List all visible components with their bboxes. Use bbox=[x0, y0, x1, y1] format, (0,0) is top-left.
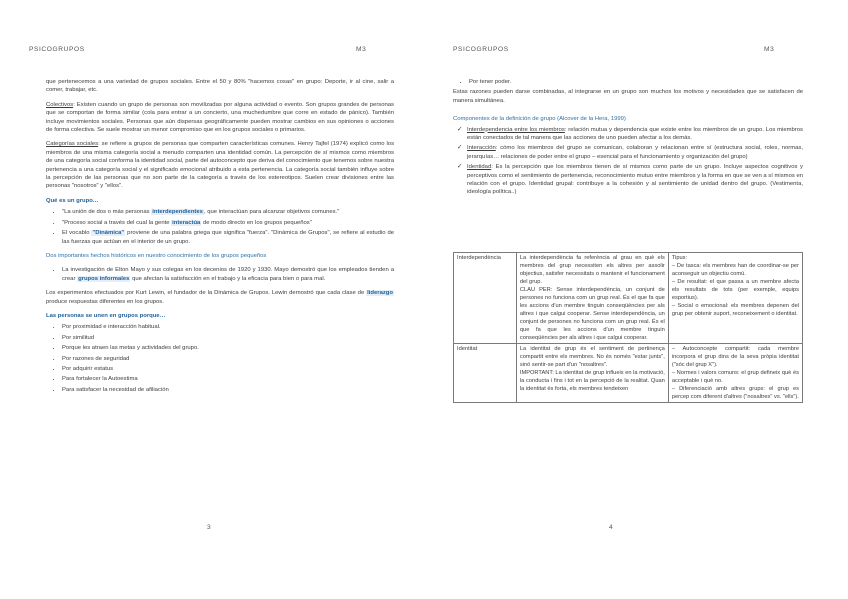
page-3-content bbox=[46, 78, 394, 400]
hechos-heading: Dos importantes hechos históricos en nuestro conocimiento de los grupos pequeños bbox=[46, 252, 267, 259]
list-item: • Por proximidad e interacción habitual. bbox=[62, 323, 394, 331]
colectivos-term: Colectivos bbox=[46, 101, 74, 108]
table-row bbox=[454, 344, 803, 403]
intro-paragraph: que pertenecemos a una variedad de grupos sociales. Entre el 50 y 80% "hacemos cosas" en grupo: Deporte, ir al cine, salir a comer, trabajar, etc. bbox=[46, 79, 394, 94]
components-table bbox=[453, 252, 803, 403]
list-item: • Para fortalecer la Autoestima bbox=[62, 375, 394, 383]
hechos-list bbox=[46, 266, 394, 283]
highlight-term: grupos informales bbox=[78, 275, 130, 282]
list-item: ✓ Identidad: Es la percepción que los miembros tienen de sí mismos como parte de un grupo. Incluye aspectos cognitivos y perceptivos como el sentimiento de pertenencia, reconocimiento mutuo entre miembros y la forma en que se ven a sí mismos en relación con el grupo. Identidad grupal: contribuye a la cohesión y al sentimiento de unidad dentro del grupo. (Vestimenta, ideología política..) bbox=[457, 163, 803, 196]
highlight-term: liderazgo bbox=[367, 290, 393, 297]
page-number: 3 bbox=[207, 524, 211, 531]
check-icon: ✓ bbox=[457, 163, 463, 171]
page-4-content bbox=[453, 78, 803, 200]
header-title: PSICOGRUPOS bbox=[29, 46, 85, 53]
lewin-paragraph: Los experimentos efectuados por Kurt Lewin, el fundador de la Dinámica de Grupos. Lewin demostró que cada clase de liderazgo produce respuestas diferentes en los grupos. bbox=[46, 290, 393, 305]
table-cell-label: Identitat bbox=[454, 344, 517, 403]
list-item: ✓ Interacción: cómo los miembros del grupo se comunican, colaboran y relacionan entre sí (estructura social, roles, normas, jerarquías… relaciones de poder entre el grupo – esencial para el funcionamiento y organización del grupo) bbox=[457, 144, 803, 160]
page-number: 4 bbox=[609, 524, 613, 531]
list-item: • Por razones de seguridad bbox=[62, 355, 394, 363]
categorias-term: Categorías sociales bbox=[46, 141, 99, 148]
table-cell-features: – Autoconcepte compartit: cada membre incorpora el grup dins de la seva pròpia identitat ("sóc del grup X"). – Normes i valors comuns: el grup defineix què és acceptable i què no. – Diferenciació amb altres grups: el grup es percep com diferent d'altres ("nosaltres" vs. "ells"). bbox=[668, 344, 802, 403]
list-item: • La investigación de Elton Mayo y sus colegas en los decenios de 1920 y 1930. Mayo demostró que los empleados tienden a crear grupos informales que afectan la satisfacción en el trabajo y la eficacia para bien o para mal. bbox=[62, 266, 394, 283]
list-item: • Por similitud bbox=[62, 334, 394, 342]
list-item: ✓ Interdependencia entre los miembros: relación mutua y dependencia que existe entre los miembros de un grupo. Los miembros están conectados de tal manera que las acciones de uno pueden afectar a los demás. bbox=[457, 125, 803, 142]
categorias-text: : se refiere a grupos de personas que comparten características comunes. Henry Tajfel (1974) explicó como los miembros de una misma categoría social a menudo comparten una identidad común. La percepción de sí mismos como miembros de una categoría social conforma la identidad social, parte del autoconcepto que deriva del conocimiento que tenemos sobre nuestra pertenencia a una categoría social y el significado emocional atribuido a esta pertenencia. La categoría social también influye sobre la percepción de las personas que no son parte de la categoría a través de los estereotipos. Suelen crear divisiones entre las personas "nosotros" y "ellos". bbox=[46, 141, 395, 190]
list-item: • El vocablo "Dinámica" proviene de una palabra griega que significa "fuerza". "Dinámica de Grupos", se refiere al estudio de las fuerzas que actúan en el interior de un grupo. bbox=[62, 229, 394, 246]
poder-list bbox=[453, 78, 803, 86]
check-icon: ✓ bbox=[457, 125, 463, 133]
header-title: PSICOGRUPOS bbox=[453, 46, 509, 53]
list-item: • "Proceso social a través del cual la gente interactúa de modo directo en los grupos pequeños" bbox=[62, 219, 394, 227]
categorias-paragraph bbox=[46, 140, 394, 190]
table-cell-definition: La interdependència fa referència al grau en què els membres del grup necessiten els altres per assolir objectius, satisfer necessitats o mantenir el funcionament del grup. CLAU PER: Sense interdependència, un conjunt de persones no funciona com un grup real. És el que fa que les accions d'un membre tinguin conseqüències per als altres i que calgui cooperar. Sense interdependència, un conjunt de persones no funciona com un grup real. És el que fa que les accions d'un membre tinguin conseqüències per als altres i que calgui cooperar. bbox=[516, 253, 668, 344]
razones-list bbox=[46, 323, 394, 394]
componentes-list bbox=[453, 126, 803, 197]
highlight-term: interdependientes bbox=[152, 209, 203, 216]
que-es-heading: Qué es un grupo… bbox=[46, 197, 99, 204]
componentes-heading: Componentes de la definición de grupo (Alcover de la Hera, 1999) bbox=[453, 116, 626, 123]
definitions-list bbox=[46, 208, 394, 246]
list-item: • Por adquirir estatus bbox=[62, 365, 394, 373]
list-item: • "La unión de dos o más personas interdependientes, que interactúan para alcanzar objetivos comunes." bbox=[62, 208, 394, 216]
list-item: • Porque les atraen las metas y actividades del grupo. bbox=[62, 344, 394, 352]
page-4 bbox=[424, 0, 848, 599]
check-icon: ✓ bbox=[457, 144, 463, 152]
highlight-term: interactúa bbox=[172, 219, 201, 226]
colectivos-paragraph bbox=[46, 101, 394, 135]
header-code: M3 bbox=[764, 46, 775, 53]
table-cell-label: Interdependència bbox=[454, 253, 517, 344]
table-cell-definition: La identitat de grup és el sentiment de pertinença compartit entre els membres. No és només "estar junts", sinó sentir-se part d'un "nosaltres". IMPORTANT: La identitat de grup influeix en la motivació, la conducta i fins i tot en la percepció de la realitat. Quan la identitat és forta, els membres tendeixen bbox=[516, 344, 668, 403]
list-item: • Por tener poder. bbox=[469, 78, 803, 86]
highlight-term: "Dinámica" bbox=[92, 230, 125, 237]
list-item: • Para satisfacer la necesidad de afiliación bbox=[62, 386, 394, 394]
table-row bbox=[454, 253, 803, 344]
header-code: M3 bbox=[356, 46, 367, 53]
colectivos-text: : Existen cuando un grupo de personas son movilizadas por alguna actividad o evento. Son grupos grandes de personas que se comportan de forma similar (cola para entrar a un concierto, una muchedumbre que corre en estado de pánico). También incluye movimientos sociales. Personas que aún dispersas geográficamente pueden mostrar cambios en sus opiniones o acciones de forma colectiva. Se suele mostrar un menor compromiso que en los grupos sociales o primarios. bbox=[46, 101, 394, 134]
table-cell-types: Tipus: – De tasca: els membres han de coordinar-se per aconseguir un objectiu comú. – De resultat: el que passa a un membre afecta els resultats de tots (per exemple, equips esportius). – Social o emocional: els membres depenen del grup per obtenir suport, reconeixement o identitat. bbox=[668, 253, 802, 344]
unen-heading: Las personas se unen en grupos porque… bbox=[46, 312, 166, 319]
estas-razones-paragraph: Estas razones pueden darse combinadas, al integrarse en un grupo son muchos los motivos y necesidades que se satisfacen de manera simultánea. bbox=[453, 89, 803, 104]
